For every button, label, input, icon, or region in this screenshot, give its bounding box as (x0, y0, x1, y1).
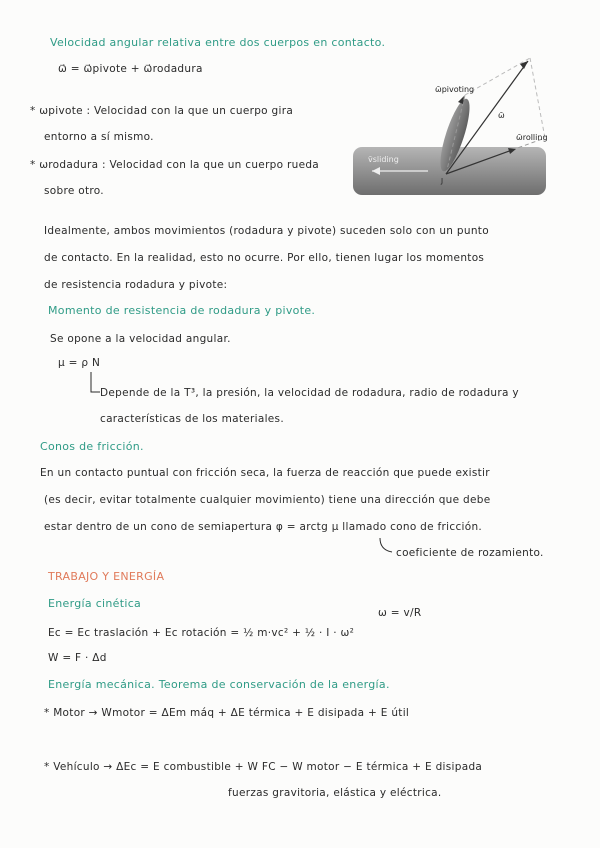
paragraph-line-2: de contacto. En la realidad, esto no ocurre. Por ello, tienen lugar los momentos (44, 252, 485, 264)
motor-equation: * Motor → Wmotor = ΔEm máq + ΔE térmica + E disipada + E útil (44, 707, 410, 719)
forces-note: fuerzas gravitoria, elástica y eléctrica. (228, 787, 442, 799)
total-arrowhead (520, 61, 528, 69)
paragraph-line-3: de resistencia rodadura y pivote: (44, 279, 228, 291)
heading-friction-cones: Conos de fricción. (40, 440, 144, 453)
heading-angular-velocity: Velocidad angular relativa entre dos cuerpos en contacto. (50, 36, 386, 49)
coef-arrow (376, 536, 396, 556)
vehicle-equation: * Vehículo → ΔEc = E combustible + W FC − W motor − E térmica + E disipada (44, 761, 483, 773)
heading-work-energy: TRABAJO Y ENERGÍA (48, 570, 165, 583)
bullet-pivot-2: entorno a sí mismo. (44, 131, 154, 143)
depends-line-2: características de los materiales. (100, 413, 284, 425)
total-label: ω̄ (498, 111, 505, 120)
depends-line-1: Depende de la T³, la presión, la velocidad de rodadura, radio de rodadura y (100, 387, 519, 399)
cone-line-3: estar dentro de un cono de semiapertura φ = arctg μ llamado cono de fricción. (44, 521, 483, 533)
rolling-label: ω̄rolling (516, 133, 548, 142)
heading-mechanical-energy: Energía mecánica. Teorema de conservación de la energía. (48, 678, 390, 691)
parallelogram-top (465, 58, 530, 95)
mu-equation: μ = ρ N (58, 357, 101, 369)
bullet-pivot-1: * ωpivote : Velocidad con la que un cuerpo gira (30, 105, 294, 117)
bullet-rolling-1: * ωrodadura : Velocidad con la que un cuerpo rueda (30, 159, 320, 171)
kinetic-equation: Ec = Ec traslación + Ec rotación = ½ m·vc² + ½ · I · ω² (48, 627, 355, 639)
parallelogram-right (530, 58, 545, 138)
work-equation: W = F · Δd (48, 652, 107, 664)
paragraph-line-1: Idealmente, ambos movimientos (rodadura y pivote) suceden solo con un punto (44, 225, 489, 237)
contact-point-label: J (441, 177, 444, 185)
sliding-label: v̄sliding (368, 155, 399, 164)
bullet-rolling-2: sobre otro. (44, 185, 104, 197)
contact-figure (350, 50, 550, 200)
cone-line-2: (es decir, evitar totalmente cualquier movimiento) tiene una dirección que debe (44, 494, 491, 506)
cone-line-1: En un contacto puntual con fricción seca, la fuerza de reacción que puede existir (40, 467, 490, 479)
pivot-arrowhead (458, 96, 464, 104)
heading-resistance-moment: Momento de resistencia de rodadura y pivote. (48, 304, 316, 317)
coefficient-label: coeficiente de rozamiento. (396, 547, 544, 559)
omega-v-relation: ω = v/R (378, 607, 422, 619)
opposes-text: Se opone a la velocidad angular. (50, 333, 231, 345)
equation-angular-sum: ω⃗ = ω⃗pivote + ω⃗rodadura (58, 63, 203, 75)
pivot-label: ω̄pivoting (435, 85, 475, 94)
heading-kinetic-energy: Energía cinética (48, 597, 142, 610)
